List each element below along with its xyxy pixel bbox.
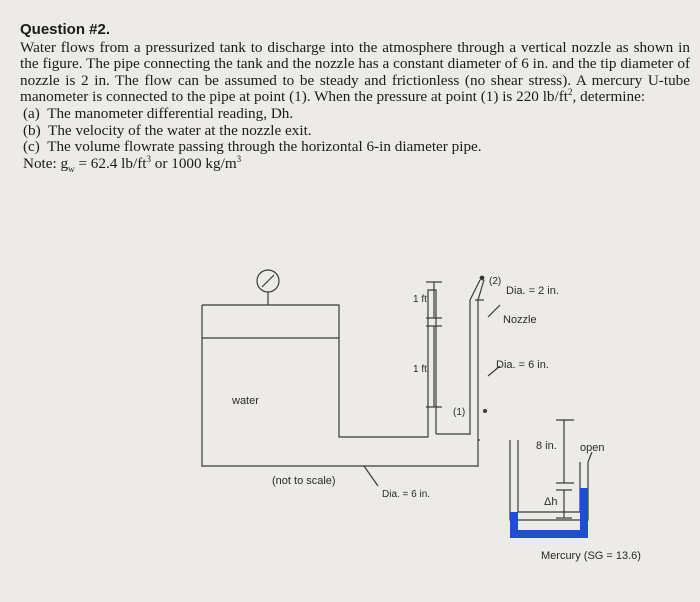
one-ft-mid-label: 1 ft — [413, 364, 427, 375]
problem-statement: Water flows from a pressurized tank to discharge into the atmosphere through a vertical nozzle as shown in the figure. The pipe connecting the tank and the nozzle has a constant diameter of 6 in. and the tip diameter of nozzle is 2 in. The flow can be assumed to be steady and frictionless (no shear stress). A mercury U-tube manometer is connected to the pipe at point (1). When the pressure at point (1) is 220 $lb/ft^2$, determine: — [20, 38, 690, 106]
tank-outline — [202, 290, 436, 437]
point-1-label: (1) — [453, 407, 466, 418]
one-ft-top-label: 1 ft — [413, 294, 427, 305]
pipe-diameter-right-label: Dia. = 6 in. — [496, 359, 549, 371]
pipe-diameter-bottom-label: Dia. = 6 in. — [382, 489, 431, 500]
part-b: (b) The velocity of the water at the nozzle exit. — [23, 121, 312, 139]
delta-h-label: Δh — [544, 496, 558, 508]
point-2-label: (2) — [489, 276, 502, 287]
manometer-tube — [510, 440, 588, 520]
not-to-scale-label: (not to scale) — [272, 475, 336, 487]
nozzle-label: Nozzle — [503, 314, 537, 326]
open-label: open — [580, 442, 605, 454]
note-line: Note: $g_w = 62.4$ $lb/ft^3$ or 1000 $kg/m^3$ — [23, 153, 242, 174]
mercury-label: Mercury (SG = 13.6) — [541, 550, 641, 562]
tip-diameter-label: Dia. = 2 in. — [506, 285, 559, 297]
riser-right — [478, 280, 484, 440]
question-title: Question #2. — [20, 21, 111, 38]
part-a: (a) The manometer differential reading, Dh. — [23, 104, 294, 122]
water-label: water — [232, 395, 259, 407]
eight-in-label: 8 in. — [536, 440, 557, 452]
part-c: (c) The volume flowrate passing through the horizontal 6-in diameter pipe. — [23, 138, 482, 156]
